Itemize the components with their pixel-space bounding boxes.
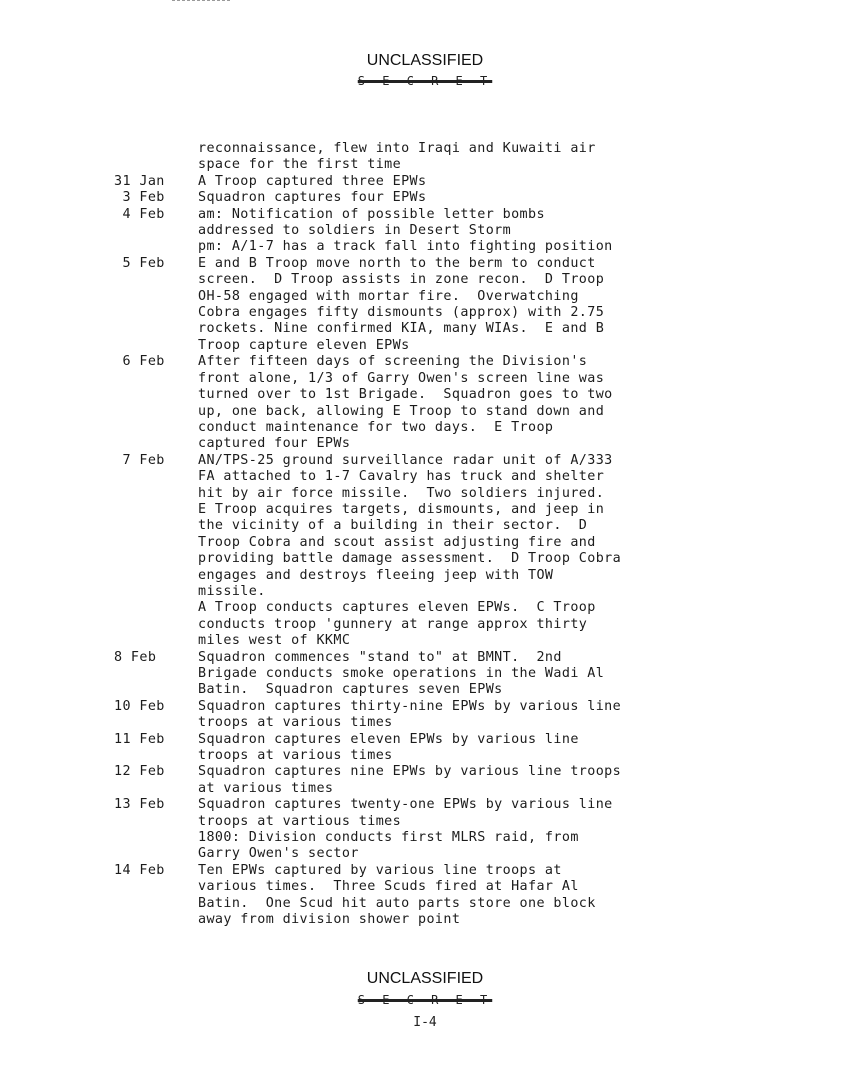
- footer-classification: UNCLASSIFIED: [366, 970, 484, 987]
- chronology-entry: [114, 256, 714, 354]
- chronology-entry: [114, 354, 714, 452]
- entry-date: 31 Jan: [114, 173, 165, 189]
- entry-text: A Troop captured three EPWs: [198, 173, 427, 189]
- entry-text: E and B Troop move north to the berm to conduct screen. D Troop assists in zone recon. D Troop OH-58 engaged with mortar fire. Overwatching Cobra engages fifty dismounts (approx) with 2.75 rockets. Nine confirmed KIA, many WIAs. E and B Troop capture eleven EPWs: [198, 255, 605, 353]
- entry-text: Squadron captures thirty-nine EPWs by various line troops at various times: [198, 698, 622, 731]
- entry-text: Squadron captures eleven EPWs by various line troops at various times: [198, 731, 579, 764]
- chronology-entry: [114, 174, 714, 190]
- chronology-entry: [114, 190, 714, 206]
- entry-date: 5 Feb: [114, 255, 165, 271]
- entry-date: 3 Feb: [114, 190, 165, 206]
- header-struck-marking: S E C R E T: [357, 74, 493, 88]
- entry-text: AN/TPS-25 ground surveillance radar unit of A/333 FA attached to 1-7 Cavalry has truck and shelter hit by air force missile. Two soldiers injured. E Troop acquires targets, dismounts, and jeep in the vicinity of a building in their sector. D Troop Cobra and scout assist adjusting fire and providing battle damage assessment. D Troop Cobra engages and destroys fleeing jeep with TOW missile. A Troop conducts captures eleven EPWs. C Troop conducts troop 'gunnery at range approx thirty miles west of KKMC: [198, 452, 622, 649]
- scan-artifact-dashes: [172, 0, 230, 4]
- entry-date: 8 Feb: [114, 649, 157, 665]
- chronology-list: [114, 141, 714, 929]
- chronology-entry: [114, 650, 714, 699]
- chronology-entry: [114, 764, 714, 797]
- entry-date: 11 Feb: [114, 731, 165, 747]
- chronology-entry: [114, 732, 714, 765]
- entry-date: 4 Feb: [114, 206, 165, 222]
- entry-date: 14 Feb: [114, 862, 165, 878]
- entry-text: After fifteen days of screening the Division's front alone, 1/3 of Garry Owen's screen line was turned over to 1st Brigade. Squadron goes to two up, one back, allowing E Troop to stand down and conduct maintenance for two days. E Troop captured four EPWs: [198, 354, 613, 452]
- entry-date: 7 Feb: [114, 452, 165, 468]
- chronology-entry: [114, 453, 714, 650]
- chronology-entry: [114, 207, 714, 256]
- entry-date: 12 Feb: [114, 764, 165, 780]
- entry-date: 13 Feb: [114, 797, 165, 813]
- header-classification: UNCLASSIFIED: [366, 52, 484, 69]
- footer-struck-marking: S E C R E T: [357, 993, 493, 1007]
- chronology-entry: [114, 863, 714, 929]
- entry-text: Squadron commences "stand to" at BMNT. 2nd Brigade conducts smoke operations in the Wadi Al Batin. Squadron captures seven EPWs: [198, 649, 605, 698]
- chronology-entry: [114, 141, 714, 174]
- entry-text: Squadron captures four EPWs: [198, 190, 427, 206]
- chronology-entry: [114, 699, 714, 732]
- entry-text: am: Notification of possible letter bombs addressed to soldiers in Desert Storm pm: A/1-7 has a track fall into fighting position: [198, 206, 613, 255]
- chronology-entry: [114, 797, 714, 863]
- entry-text: Squadron captures nine EPWs by various line troops at various times: [198, 764, 622, 796]
- page-number: I-4: [413, 1015, 437, 1030]
- entry-text: Squadron captures twenty-one EPWs by various line troops at vartious times 1800: Division conducts first MLRS raid, from Garry Owen's sector: [198, 797, 613, 862]
- entry-date: 10 Feb: [114, 698, 165, 714]
- entry-text: reconnaissance, flew into Iraqi and Kuwaiti air space for the first time: [198, 141, 596, 173]
- entry-date: 6 Feb: [114, 354, 165, 370]
- entry-text: Ten EPWs captured by various line troops at various times. Three Scuds fired at Hafar Al Batin. One Scud hit auto parts store one block away from division shower point: [198, 862, 596, 928]
